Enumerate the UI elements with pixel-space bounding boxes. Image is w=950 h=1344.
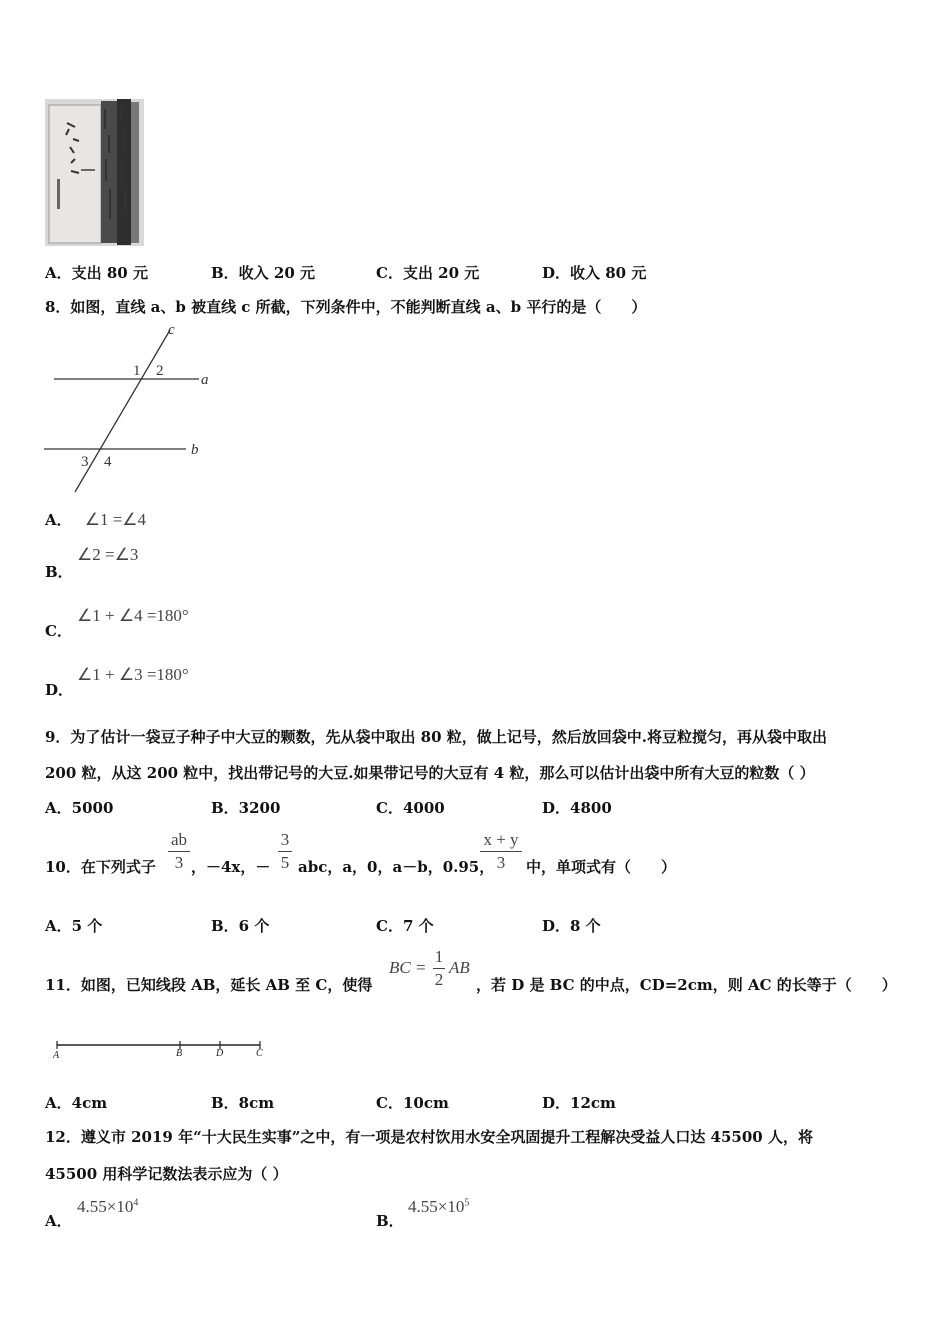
- q10-mid2: abc，a，0，a－b，0.95，: [298, 858, 495, 876]
- angle-1-label: 1: [133, 363, 141, 379]
- q9-stem-line1: 9．为了估计一袋豆子种子中大豆的颗数，先从袋中取出 80 粒，做上记号，然后放回袋中.将豆粒搅匀，再从袋中取出: [45, 728, 827, 746]
- option-label: B．: [376, 1212, 404, 1230]
- q10-suffix: 中，单项式有（ ）: [526, 858, 677, 876]
- book-photo: [45, 99, 144, 246]
- option-label: D．: [45, 681, 74, 699]
- numerator: 3: [280, 830, 290, 849]
- option-expr: [77, 1197, 138, 1217]
- exponent: 4: [133, 1197, 139, 1209]
- option-expr: [408, 1197, 469, 1217]
- q10-fraction-3-over-5: [278, 829, 292, 874]
- q11-option-a[interactable]: A．4cm: [45, 1094, 108, 1112]
- denominator: 3: [174, 853, 184, 872]
- base: 4.55×10: [408, 1197, 465, 1216]
- q8-parallel-lines-figure: [44, 320, 224, 496]
- q9-option-c[interactable]: C．4000: [376, 799, 445, 817]
- numerator: ab: [170, 830, 188, 849]
- option-label: B．: [45, 563, 73, 581]
- q10-option-d[interactable]: D．8 个: [542, 917, 601, 935]
- option-label: A．: [45, 1212, 72, 1230]
- q8-stem: 8．如图，直线 a、b 被直线 c 所截，下列条件中，不能判断直线 a、b 平行的是（ ）: [45, 298, 647, 316]
- q10-option-a[interactable]: A．5 个: [45, 917, 103, 935]
- q11-suffix: ，若 D 是 BC 的中点，CD=2cm，则 AC 的长等于（ ）: [476, 976, 897, 994]
- q11-prefix: 11．如图，已知线段 AB，延长 AB 至 C，使得: [45, 976, 373, 994]
- option-label: A．: [45, 511, 72, 529]
- q9-option-a[interactable]: A．5000: [45, 799, 114, 817]
- numerator: x + y: [483, 830, 519, 849]
- q9-stem-line2: 200 粒，从这 200 粒中，找出带记号的大豆.如果带记号的大豆有 4 粒，那么可以估计出袋中所有大豆的粒数（ ）: [45, 764, 815, 782]
- point-b-label: B: [176, 1048, 183, 1059]
- q7-option-d[interactable]: D．收入 80 元: [542, 264, 647, 282]
- point-a-label: A: [53, 1050, 60, 1061]
- q10-fraction-ab-over-3: [168, 829, 190, 874]
- angle-2-label: 2: [156, 363, 164, 379]
- q12-stem-line2: 45500 用科学记数法表示应为（ ）: [45, 1165, 288, 1183]
- numerator: 1: [434, 947, 444, 966]
- q10-fraction-xy-over-3: [480, 829, 522, 874]
- q11-segment-figure: [50, 1036, 270, 1062]
- q10-option-c[interactable]: C．7 个: [376, 917, 434, 935]
- point-d-label: D: [216, 1048, 224, 1059]
- q7-option-a[interactable]: A．支出 80 元: [45, 264, 148, 282]
- option-label: C．: [45, 622, 72, 640]
- line-c-label: c: [168, 322, 175, 338]
- eq-lhs: BC =: [389, 958, 427, 977]
- q12-stem-line1: 12．遵义市 2019 年“十大民生实事”之中，有一项是农村饮用水安全巩固提升工程解决受益人口达 45500 人，将: [45, 1128, 813, 1146]
- eq-fraction-half: [433, 946, 445, 991]
- q10-mid1: ，－4x，－: [191, 858, 271, 876]
- denominator: 3: [496, 853, 506, 872]
- base: 4.55×10: [77, 1197, 134, 1216]
- line-b-label: b: [191, 442, 199, 458]
- option-expr: ∠1 =∠4: [84, 510, 147, 529]
- angle-4-label: 4: [104, 454, 112, 470]
- q7-option-b[interactable]: B．收入 20 元: [211, 264, 315, 282]
- eq-rhs: AB: [449, 958, 470, 977]
- option-expr: ∠1 + ∠4 =180°: [77, 606, 189, 625]
- denominator: 5: [280, 853, 290, 872]
- exponent: 5: [464, 1197, 470, 1209]
- q11-option-c[interactable]: C．10cm: [376, 1094, 449, 1112]
- q8-option-a[interactable]: [45, 509, 146, 530]
- q9-option-b[interactable]: B．3200: [211, 799, 281, 817]
- q9-option-d[interactable]: D．4800: [542, 799, 612, 817]
- option-expr: ∠2 =∠3: [77, 545, 139, 564]
- q10-option-b[interactable]: B．6 个: [211, 917, 270, 935]
- denominator: 2: [434, 970, 444, 989]
- option-expr: ∠1 + ∠3 =180°: [77, 665, 189, 684]
- q11-option-b[interactable]: B．8cm: [211, 1094, 275, 1112]
- q10-prefix: 10．在下列式子: [45, 858, 156, 876]
- q11-option-d[interactable]: D．12cm: [542, 1094, 616, 1112]
- point-c-label: C: [256, 1048, 263, 1059]
- angle-3-label: 3: [81, 454, 89, 470]
- line-a-label: a: [201, 372, 209, 388]
- q7-option-c[interactable]: C．支出 20 元: [376, 264, 480, 282]
